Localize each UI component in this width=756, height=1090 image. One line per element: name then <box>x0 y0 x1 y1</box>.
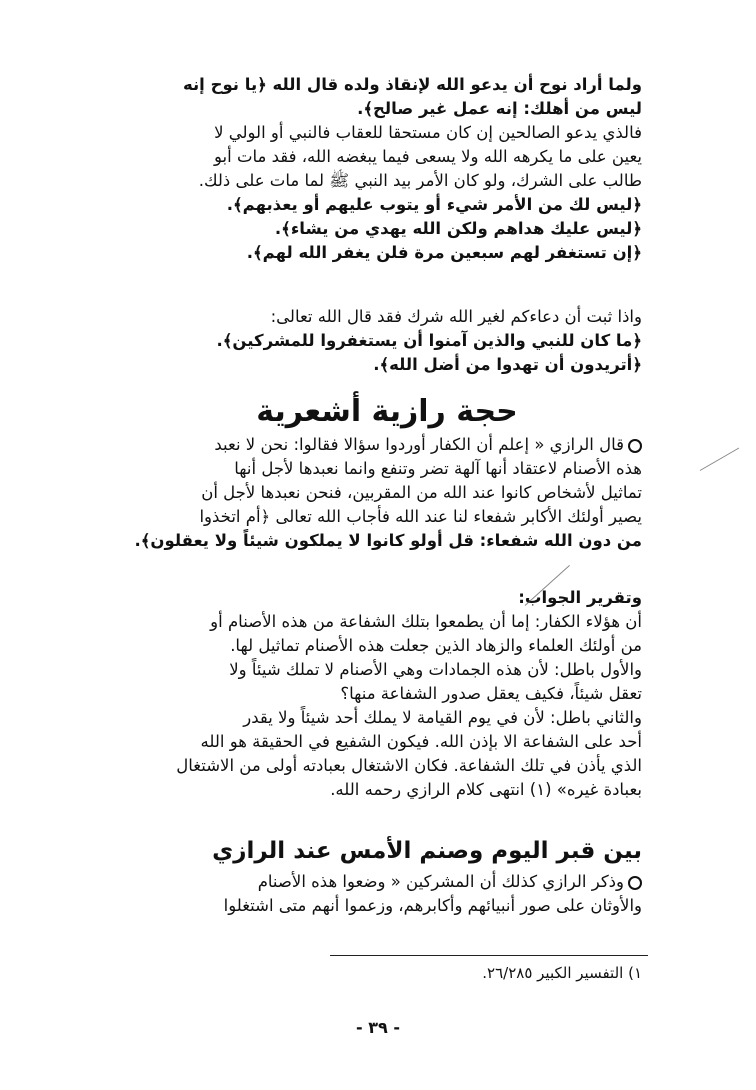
paragraph-razi-idols <box>132 870 642 918</box>
quran-verse: ﴿ليس عليك هداهم ولكن الله يهدي من يشاء﴾. <box>274 219 642 238</box>
text-line: يعين على ما يكرهه الله ولا يسعى فيما يبغضه الله، فقد مات أبو <box>214 147 642 166</box>
text-line: فالذي يدعو الصالحين إن كان مستحقا للعقاب فالنبي أو الولي لا <box>214 123 642 142</box>
bullet-icon <box>628 439 642 453</box>
text-line: ولما أراد نوح أن يدعو الله لإنقاذ ولده قال الله ﴿يا نوح إنه <box>182 75 642 94</box>
text-line: ليس من أهلك: إنه عمل غير صالح﴾. <box>357 99 642 118</box>
subheading: بين قبر اليوم وصنم الأمس عند الرازي <box>212 838 642 864</box>
footnote-divider <box>330 955 648 956</box>
quran-verse: ﴿ما كان للنبي والذين آمنوا أن يستغفروا للمشركين﴾. <box>216 331 642 350</box>
text-line: والأول باطل: لأن هذه الجمادات وهي الأصنام لا تملك شيئاً ولا <box>229 660 642 679</box>
quran-verse: ﴿أتريدون أن تهدوا من أضل الله﴾. <box>373 355 642 374</box>
paragraph-noah <box>132 73 642 265</box>
text-line <box>132 433 642 457</box>
footnote: ١) التفسير الكبير ٢٦/٢٨٥. <box>482 964 642 982</box>
scan-artifact <box>700 448 739 471</box>
text-line: طالب على الشرك، ولو كان الأمر بيد النبي ﷺ لما مات على ذلك. <box>198 171 642 190</box>
text-line: وتقرير الجواب: <box>518 588 642 607</box>
text-line-content: وذكر الرازي كذلك أن المشركين « وضعوا هذه الأصنام <box>257 872 624 891</box>
text-line: أحد على الشفاعة الا بإذن الله. فيكون الشفيع في الحقيقة هو الله <box>200 732 642 751</box>
text-line: أن هؤلاء الكفار: إما أن يطمعوا بتلك الشفاعة من هذه الأصنام أو <box>210 612 642 631</box>
text-line: تعقل شيئاً، فكيف يعقل صدور الشفاعة منها؟ <box>340 684 642 703</box>
paragraph-shirk <box>132 305 642 377</box>
section-heading: حجة رازية أشعرية <box>256 394 518 429</box>
page-number: - ٣٩ - <box>356 1018 400 1037</box>
text-line: واذا ثبت أن دعاءكم لغير الله شرك فقد قال الله تعالى: <box>270 307 642 326</box>
text-line: يصير أولئك الأكابر شفعاء لنا عند الله فأجاب الله تعالى ﴿أم اتخذوا <box>199 507 642 526</box>
text-line: هذه الأصنام لاعتقاد أنها آلهة تضر وتنفع وانما نعبدها لأجل أنها <box>234 459 642 478</box>
paragraph-razi-quote <box>132 433 642 553</box>
quran-verse: ﴿ليس لك من الأمر شيء أو يتوب عليهم أو يعذبهم﴾. <box>226 195 642 214</box>
text-line: والأوثان على صور أنبيائهم وأكابرهم، وزعموا أنهم متى اشتغلوا <box>223 896 642 915</box>
text-line-content: قال الرازي « إعلم أن الكفار أوردوا سؤالا فقالوا: نحن لا نعبد <box>214 435 624 454</box>
text-line: من أولئك العلماء والزهاد الذين جعلت هذه الأصنام تماثيل لها. <box>230 636 642 655</box>
bullet-icon <box>628 876 642 890</box>
text-line: الذي يأذن في تلك الشفاعة. فكان الاشتغال بعبادته أولى من الاشتغال <box>176 756 642 775</box>
text-line: تماثيل لأشخاص كانوا عند الله من المقربين، فنحن نعبدها لأجل أن <box>201 483 642 502</box>
text-line: والثاني باطل: لأن في يوم القيامة لا يملك أحد شيئاً ولا يقدر <box>243 708 642 727</box>
quran-verse: ﴿إن تستغفر لهم سبعين مرة فلن يغفر الله لهم﴾. <box>246 243 642 262</box>
paragraph-answer <box>132 586 642 802</box>
text-line: بعبادة غيره» (١) انتهى كلام الرازي رحمه الله. <box>330 780 642 799</box>
text-line <box>132 870 642 894</box>
quran-verse: من دون الله شفعاء: قل أولو كانوا لا يملكون شيئاً ولا يعقلون﴾. <box>134 531 642 550</box>
